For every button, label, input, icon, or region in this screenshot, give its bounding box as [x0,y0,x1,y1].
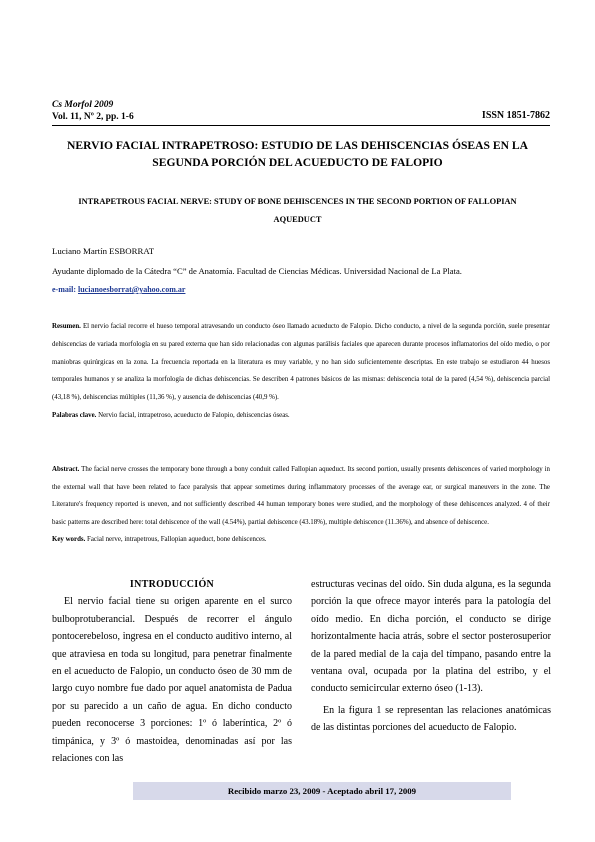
author-affiliation: Ayudante diplomado de la Cátedra “C” de Anatomía. Facultad de Ciencias Médicas. Universidad Nacional de La Plata. [52,266,462,276]
resumen-block [52,318,550,425]
left-column [52,576,292,767]
journal-title: Cs Morfol 2009 [52,100,114,110]
intro-paragraph-2: En la figura 1 se representan las relaciones anatómicas de las distintas porciones del acueducto de Falopio. [311,704,551,734]
palabras-clave-label: Palabras clave. [52,411,97,419]
journal-volume: Vol. 11, Nº 2, pp. 1-6 [52,112,134,122]
header-rule [52,125,550,126]
issn: ISSN 1851-7862 [481,110,550,121]
keywords-label: Key words. [52,536,86,544]
section-heading: INTRODUCCIÓN [129,579,215,590]
abstract-text: The facial nerve crosses the temporary bone through a bony conduit called Fallopian aqueduct. Its second portion, usually presents dehiscences of varied morphology in the external wall that have been related to face paralysis that appear sometimes during inflammatory processes of the average ear, or surgical maneuvers in the zone. The Literature's frequency reported is uneven, and not sufficiently described 44 human temporary bones were studied, and the morphology of these dehiscences analyzed. 4 of their basic patterns are described here: total dehiscence of the wall (4.54%), partial dehiscence (43.18%), multiple dehiscence (11.36%), and absence of dehiscence. [52,466,550,526]
abstract-label: Abstract. [52,466,80,473]
palabras-clave-text: Nervio facial, intrapetroso, acueducto de Falopio, dehiscencias óseas. [96,411,290,419]
article-title-spanish: NERVIO FACIAL INTRAPETROSO: ESTUDIO DE LAS DEHISCENCIAS ÓSEAS EN LA SEGUNDA PORCIÓN DEL ACUEDUCTO DE FALOPIO [67,139,528,169]
intro-paragraph-1: El nervio facial tiene su origen aparente en el surco bulboprotuberancial. Después de recorrer el ángulo pontocerebeloso, ingresa en el conducto auditivo interno, al que atraviesa en toda su longitud, para penetrar finalmente en el acueducto de Falopio, un conducto óseo de 30 mm de largo cuyo nombre fue dado por aquel anatomista de Padua por su parecido a un caño de agua. En dicho conducto pueden reconocerse 3 porciones: 1º ó laberíntica, 2º ó timpánica, y 3º ó mastoidea, denominadas así por las relaciones con las [52,596,292,765]
intro-paragraph-continued: estructuras vecinas del oído. Sin duda alguna, es la segunda porción la que ofrece mayor interés para la patología del oído medio. En dicha porción, el conducto se dirige horizontalmente hacia atrás, sobre el sector posterosuperior de la pared medial de la caja del tímpano, pasando entre la ventana oval, ocupada por la platina del estribo, y el conducto semicircular externo óseo (1-13). [311,579,551,695]
email-label: e-mail: [52,285,76,294]
received-accepted-bar: Recibido marzo 23, 2009 - Aceptado abril 17, 2009 [133,782,511,800]
author-email-line [52,285,185,294]
article-title-english: INTRAPETROUS FACIAL NERVE: STUDY OF BONE DEHISCENCES IN THE SECOND PORTION OF FALLOPIAN AQUEDUCT [78,197,517,224]
resumen-label: Resumen. [52,323,81,330]
resumen-text: El nervio facial recorre el hueso temporal atravesando un conducto óseo llamado acueducto de Falopio. Dicho conducto, a nivel de la segunda porción, suele presentar dehiscencias de variada morfología en su pared externa que han sido relacionadas con algunas parálisis faciales que aparecen durante procesos inflamatorios del oído medio, o por maniobras quirúrgicas en la zona. La frecuencia reportada en la literatura es muy variable, y no han sido suficientemente descriptas. En este trabajo se estudiaron 44 huesos temporales humanos y se analiza la morfología de dichas dehiscencias. Se describen 4 patrones básicos de las mismas: dehiscencia total de la pared (4,54 %), dehiscencia parcial (43,18 %), dehiscencias múltiples (11,36 %), y ausencia de dehiscencias (40,9 %). [52,323,550,402]
keywords-text: Facial nerve, intrapetrous, Fallopian aqueduct, bone dehiscences. [85,536,267,544]
right-column [311,576,551,737]
email-link[interactable]: lucianoesborrat@yahoo.com.ar [78,285,186,294]
abstract-block [52,461,550,549]
author-name: Luciano Martín ESBORRAT [52,246,155,256]
journal-citation [52,99,272,123]
